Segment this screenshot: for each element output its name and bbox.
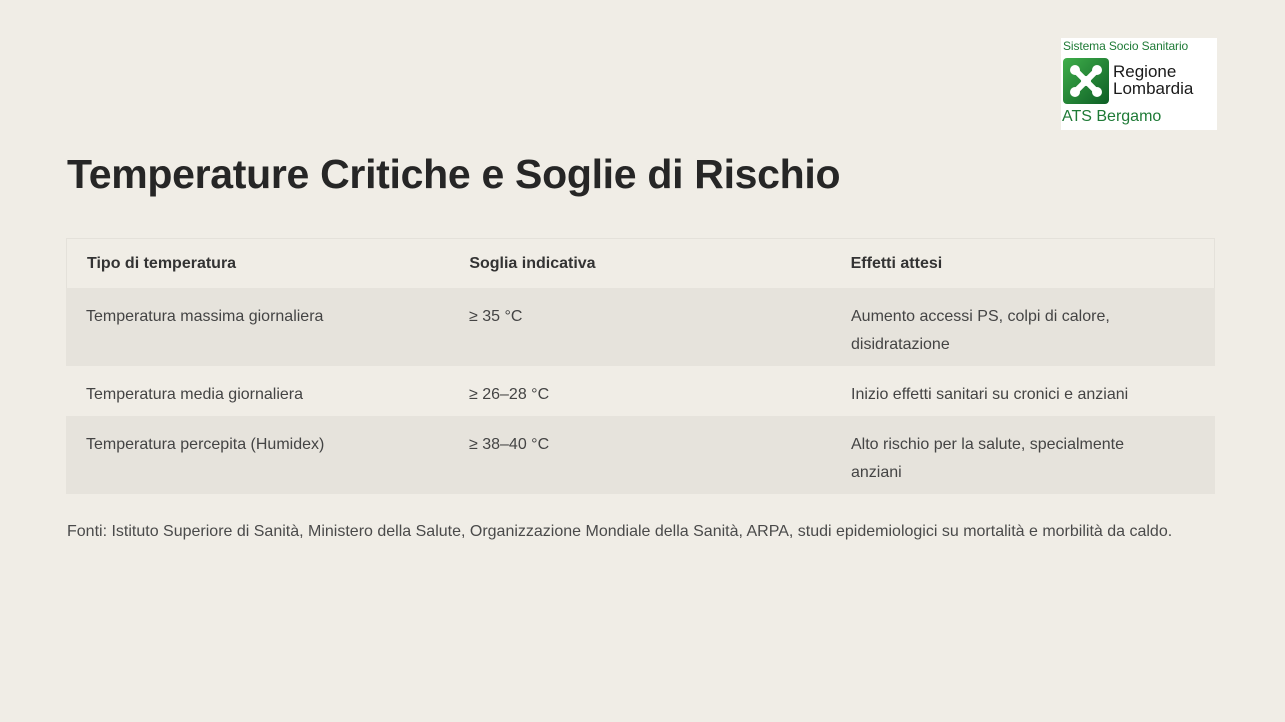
page-title: Temperature Critiche e Soglie di Rischio bbox=[67, 151, 841, 197]
ats-bergamo-logo bbox=[1061, 38, 1217, 130]
header-soglia: Soglia indicativa bbox=[469, 254, 596, 272]
cell-tipo: Temperatura percepita (Humidex) bbox=[86, 436, 325, 453]
cell-soglia: ≥ 38–40 °C bbox=[469, 436, 550, 453]
cell-tipo: Temperatura massima giornaliera bbox=[86, 308, 324, 325]
header-tipo: Tipo di temperatura bbox=[87, 254, 237, 272]
cell-soglia: ≥ 35 °C bbox=[469, 308, 523, 325]
risk-thresholds-table bbox=[66, 238, 1215, 494]
logo-bottom-text: ATS Bergamo bbox=[1062, 108, 1162, 125]
logo-name-line1: Regione bbox=[1113, 62, 1177, 81]
regione-lombardia-mark-icon bbox=[1063, 58, 1109, 104]
sources-note: Fonti: Istituto Superiore di Sanità, Ministero della Salute, Organizzazione Mondiale della Sanità, ARPA, studi epidemiologici su mortalità e morbilità da caldo. bbox=[67, 523, 1173, 540]
header-effetti: Effetti attesi bbox=[850, 254, 943, 272]
cell-effetti: Aumento accessi PS, colpi di calore, disidratazione bbox=[851, 308, 1110, 353]
logo-top-text: Sistema Socio Sanitario bbox=[1063, 39, 1189, 53]
table-header-row bbox=[66, 238, 1215, 288]
logo-name-line2: Lombardia bbox=[1113, 79, 1194, 98]
table-row bbox=[66, 366, 1215, 416]
table-row bbox=[66, 416, 1215, 494]
cell-effetti: Inizio effetti sanitari su cronici e anziani bbox=[851, 386, 1129, 403]
table-row bbox=[66, 288, 1215, 366]
cell-effetti: Alto rischio per la salute, specialmente anziani bbox=[851, 436, 1125, 481]
logo-name bbox=[1113, 63, 1193, 97]
cell-tipo: Temperatura media giornaliera bbox=[86, 386, 303, 403]
cell-soglia: ≥ 26–28 °C bbox=[469, 386, 550, 403]
